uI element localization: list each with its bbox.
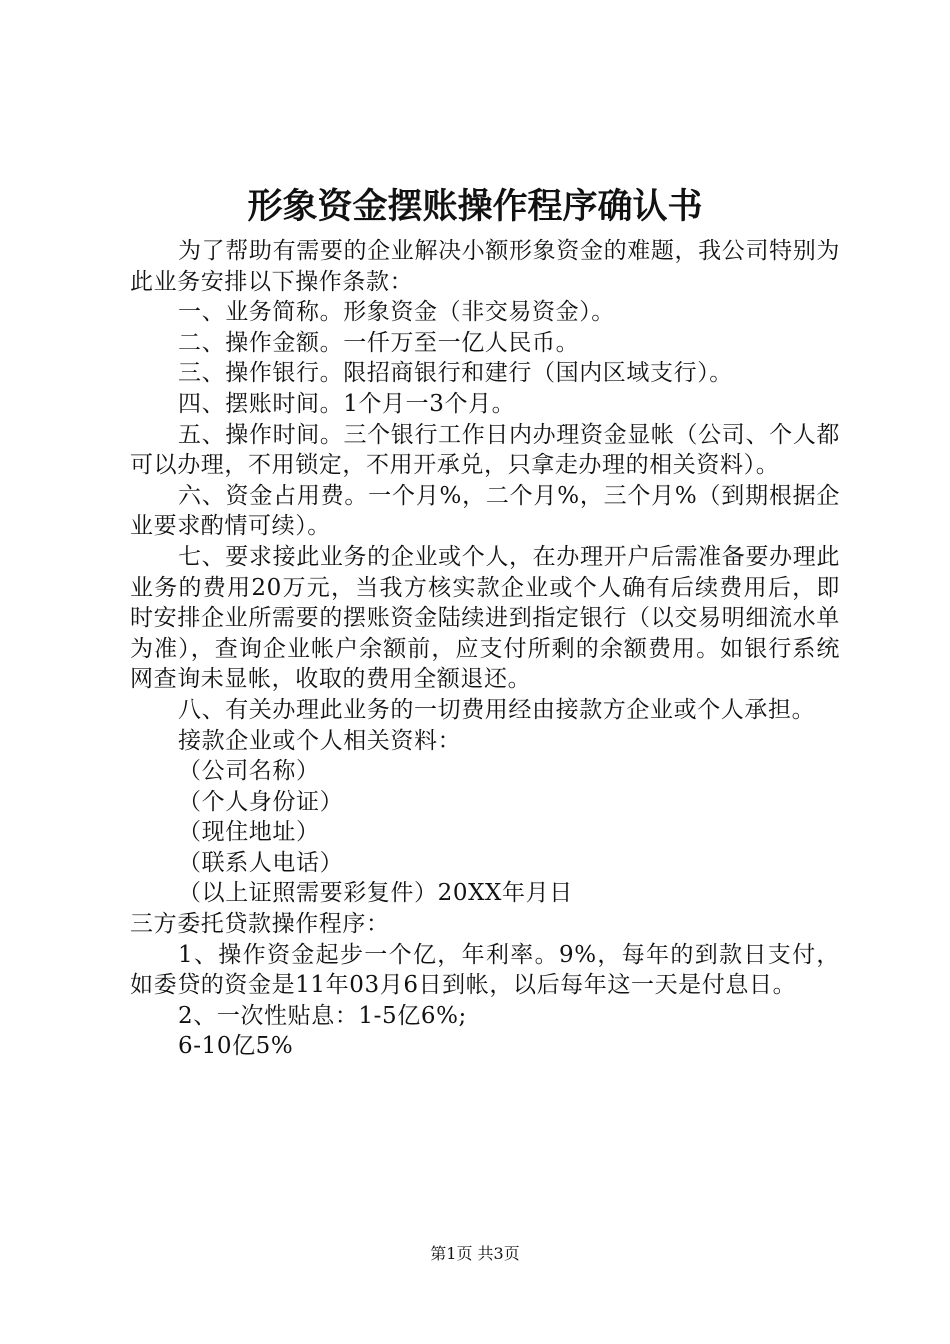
clause-4: 四、摆账时间。1个月一3个月。 [178, 390, 516, 417]
clause-6: 六、资金占用费。一个月%，二个月%，三个月%（到期根据企业要求酌情可续）。 [130, 482, 840, 540]
procedure-step-2: 2、一次性贴息：1-5亿6%; [178, 1002, 467, 1029]
clause-3: 三、操作银行。限招商银行和建行（国内区域支行）。 [178, 360, 733, 387]
page-number-footer: 第1页 共3页 [430, 1244, 520, 1263]
material-item-id-card: （个人身份证） [178, 788, 344, 815]
clause-8: 八、有关办理此业务的一切费用经由接款方企业或个人承担。 [178, 696, 816, 723]
procedure-step-2-continued: 6-10亿5% [178, 1033, 294, 1060]
clause-2: 二、操作金额。一仟万至一亿人民币。 [178, 329, 580, 356]
procedure-step-1: 1、操作资金起步一个亿，年利率。9%，每年的到款日支付，如委贷的资金是11年03月6日到帐，以后每年这一天是付息日。 [130, 941, 840, 999]
material-item-address: （现住地址） [178, 819, 320, 846]
document-title: 形象资金摆账操作程序确认书 [247, 186, 703, 227]
material-item-phone: （联系人电话） [178, 849, 344, 876]
material-item-company: （公司名称） [178, 758, 320, 785]
material-item-copies-date: （以上证照需要彩复件）20XX年月日 [178, 880, 573, 907]
clause-5: 五、操作时间。三个银行工作日内办理资金显帐（公司、个人都可以办理，不用锁定，不用开承兑，只拿走办理的相关资料）。 [130, 421, 840, 479]
clause-1: 一、业务简称。形象资金（非交易资金）。 [178, 299, 615, 326]
procedure-heading: 三方委托贷款操作程序： [130, 911, 390, 938]
intro-paragraph: 为了帮助有需要的企业解决小额形象资金的难题，我公司特别为此业务安排以下操作条款： [130, 238, 840, 295]
materials-heading: 接款企业或个人相关资料： [178, 727, 462, 754]
clause-7: 七、要求接此业务的企业或个人，在办理开户后需准备要办理此业务的费用20万元，当我方核实款企业或个人确有后续费用后，即时安排企业所需要的摆账资金陆续进到指定银行（以交易明细流水单为准），查询企业帐户余额前，应支付所剩的余额费用。如银行系统网查询未显帐，收取的费用全额退还。 [130, 543, 840, 693]
document-body [130, 236, 840, 1062]
